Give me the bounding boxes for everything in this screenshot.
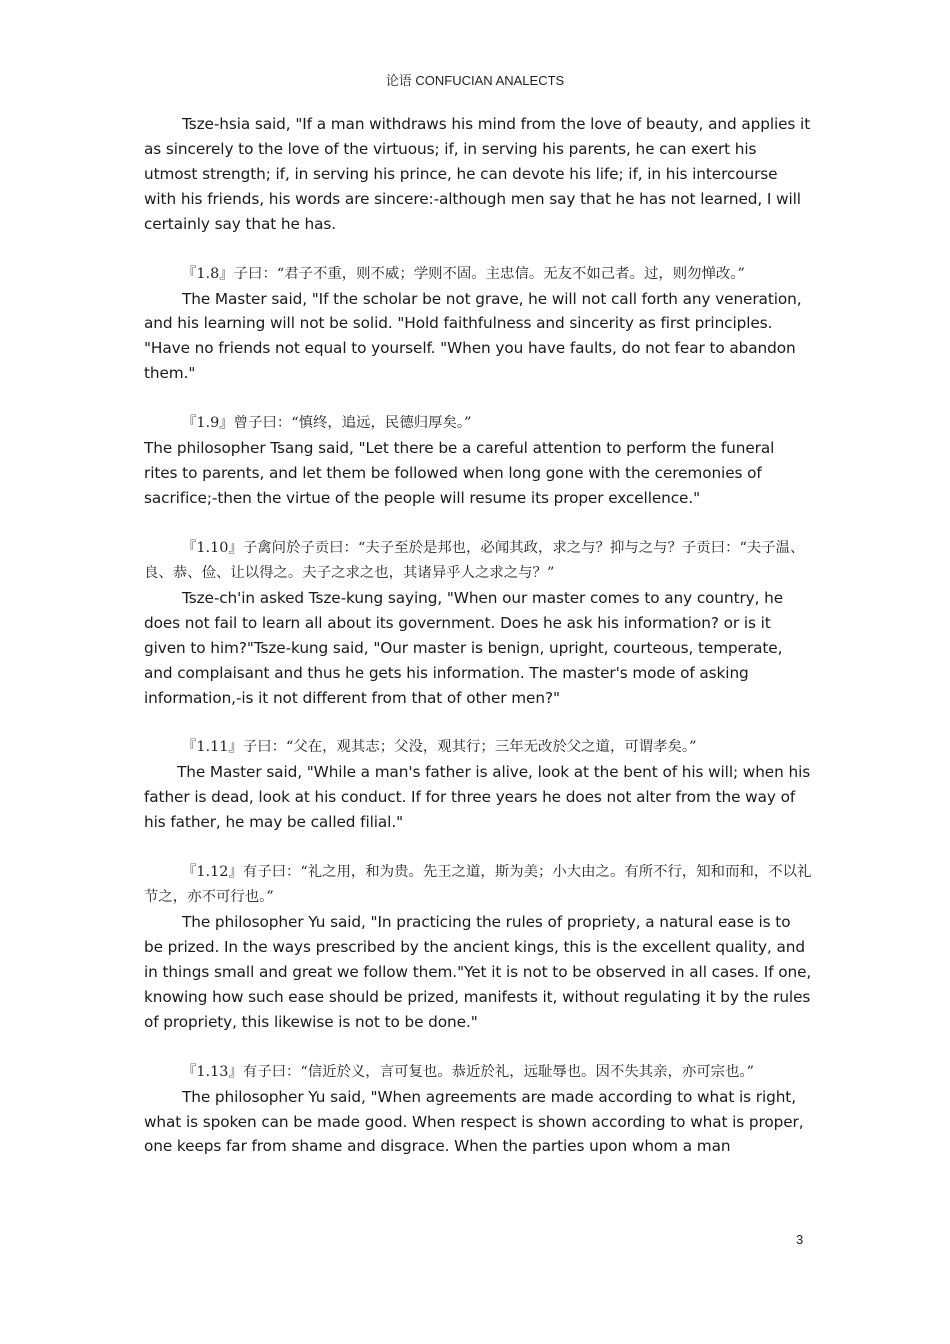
verse-zh-1-9: 『1.9』曾子曰：“慎终，追远，民德归厚矣。” bbox=[182, 415, 472, 432]
paragraph-en: Tsze-ch'in asked Tsze-kung saying, "When our master comes to any country, he does not fail to learn all about its government. Does he ask his information? or is it given to him?"Tsze-kung said, "Our master is benign, upright, courteous, temperate, and complaisant and thus he gets his information. The master's mode of asking information,-is it not different from that of other men?" bbox=[144, 588, 784, 707]
paragraph-en: The philosopher Tsang said, "Let there be a careful attention to perform the funeral rites to parents, and let them be followed when long gone with the ceremonies of sacrifice;-then the virtue of the people will resume its proper excellence." bbox=[144, 439, 775, 507]
running-header: 论语 CONFUCIAN ANALECTS bbox=[385, 73, 565, 88]
paragraph-en: The Master said, "While a man's father is alive, look at the bent of his will; when his father is dead, look at his conduct. If for three years he does not alter from the way of his father, he may be called filial." bbox=[144, 763, 811, 832]
paragraph-en: The Master said, "If the scholar be not grave, he will not call forth any veneration, and his learning will not be solid. "Hold faithfulness and sincerity as first principles. "Have no friends not equal to yourself. "When you have faults, do not fear to abandon them." bbox=[144, 289, 802, 383]
verse-zh-1-8: 『1.8』子曰：“君子不重，则不威；学则不固。主忠信。无友不如己者。过，则勿惮改。” bbox=[182, 265, 745, 282]
verse-zh-1-10: 『1.10』子禽问於子贡曰：“夫子至於是邦也，必闻其政，求之与？抑与之与？子贡曰：“夫子温、良、恭、俭、让以得之。夫子之求之也，其诸异乎人之求之与？” bbox=[144, 539, 805, 581]
verse-zh-1-11: 『1.11』子曰：“父在，观其志；父没，观其行；三年无改於父之道，可谓孝矣。” bbox=[182, 739, 697, 756]
paragraph-en: Tsze-hsia said, "If a man withdraws his mind from the love of beauty, and applies it as sincerely to the love of the virtuous; if, in serving his parents, he can exert his utmost strength; if, in serving his prince, he can devote his life; if, in his intercourse with his friends, his words are sincere:-although men say that he has not learned, I will certainly say that he has. bbox=[144, 115, 811, 233]
page-body bbox=[144, 112, 812, 1159]
verse-zh-1-12: 『1.12』有子曰：“礼之用，和为贵。先王之道，斯为美；小大由之。有所不行，知和而和，不以礼节之，亦不可行也。” bbox=[144, 864, 812, 906]
paragraph-en: The philosopher Yu said, "In practicing the rules of propriety, a natural ease is to be prized. In the ways prescribed by the ancient kings, this is the excellent quality, and in things small and great we follow them."Yet it is not to be observed in all cases. If one, knowing how such ease should be prized, manifests it, without regulating it by the rules of propriety, this likewise is not to be done." bbox=[144, 913, 812, 1031]
paragraph-en: The philosopher Yu said, "When agreements are made according to what is right, what is spoken can be made good. When respect is shown according to what is proper, one keeps far from shame and disgrace. When the parties upon whom a man bbox=[144, 1087, 804, 1156]
page-number: 3 bbox=[796, 1232, 804, 1247]
verse-zh-1-13: 『1.13』有子曰：“信近於义，言可复也。恭近於礼，远耻辱也。因不失其亲，亦可宗也。” bbox=[182, 1063, 755, 1080]
